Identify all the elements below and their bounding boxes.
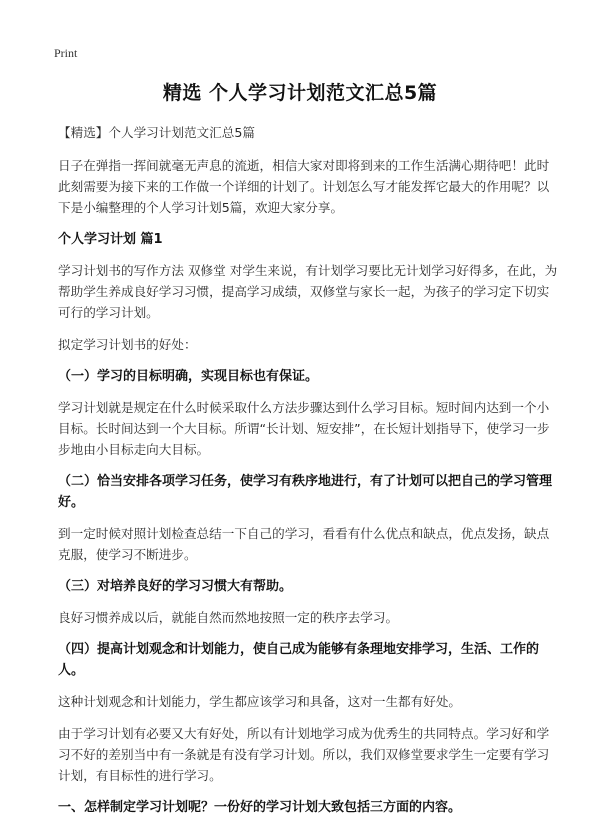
intro-paragraph: 日子在弹指一挥间就毫无声息的流逝，相信大家对即将到来的工作生活满心期待吧！此时此刻需要为接下来的工作做一个详细的计划了。计划怎么写才能发挥它最大的作用呢？以下是小编整理的个人学习计划5篇，欢迎大家分享。 [58, 158, 550, 215]
paragraph-7: 由于学习计划有必要又大有好处，所以有计划地学习成为优秀生的共同特点。学习好和学习不好的差别当中有一条就是有没有学习计划。所以，我们双修堂要求学生一定要有学习计划，有目标性的进行学习。 [58, 726, 550, 783]
paragraph-3: 学习计划就是规定在什么时候采取什么方法步骤达到什么学习目标。短时间内达到一个小目标。长时间达到一个大目标。所谓“长计划、短安排”，在长短计划指导下，使学习一步步地由小目标走向大目标。 [58, 400, 550, 457]
document-title: 精选 个人学习计划范文汇总5篇 [162, 82, 438, 104]
paragraph-6: 这种计划观念和计划能力，学生都应该学习和具备，这对一生都有好处。 [58, 694, 461, 709]
heading-2: （二）恰当安排各项学习任务，使学习有秩序地进行，有了计划可以把自己的学习管理好。 [58, 474, 553, 510]
heading-3: （三）对培养良好的学习习惯大有帮助。 [58, 579, 293, 594]
document-subtitle: 【精选】个人学习计划范文汇总5篇 [58, 125, 255, 140]
document-body [58, 122, 558, 828]
print-label: Print [54, 46, 78, 60]
paragraph-4: 到一定时候对照计划检查总结一下自己的学习，看看有什么优点和缺点，优点发扬，缺点克服，使学习不断进步。 [58, 526, 550, 562]
heading-1: （一）学习的目标明确，实现目标也有保证。 [58, 369, 319, 384]
paragraph-5: 良好习惯养成以后，就能自然而然地按照一定的秩序去学习。 [58, 610, 399, 625]
heading-5: 一、怎样制定学习计划呢？一份好的学习计划大致包括三方面的内容。 [58, 800, 462, 815]
paragraph-1: 学习计划书的写作方法 双修堂 对学生来说，有计划学习要比无计划学习好得多，在此，为帮助学生养成良好学习习惯，提高学习成绩，双修堂与家长一起，为孩子的学习定下切实可行的学习计划。 [58, 263, 558, 320]
section-heading: 个人学习计划 篇1 [58, 232, 163, 247]
heading-4: （四）提高计划观念和计划能力，使自己成为能够有条理地安排学习，生活、工作的人。 [58, 642, 540, 678]
paragraph-2: 拟定学习计划书的好处： [58, 337, 197, 352]
